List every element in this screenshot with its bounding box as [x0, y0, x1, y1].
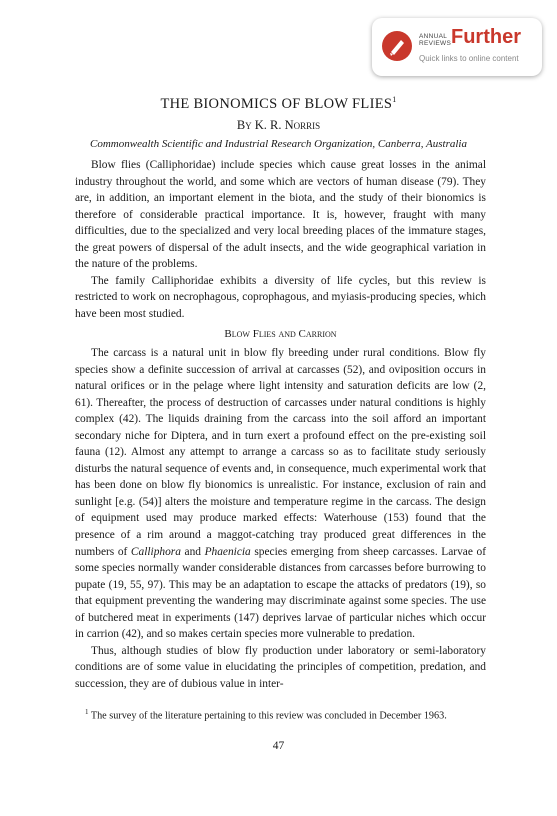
- paragraph-intro: Blow flies (Calliphoridae) include species which cause great losses in the animal industry throughout the world, and some which are vectors of human disease (79). They are, in addition, an important element in the biota, and the study of their bionomics is therefore of considerable practical importance. It is, however, fraught with many difficulties, due to the specialized and very local breeding places of the immature stages, the great powers of dispersal of the adult insects, and the wide geographical variation in the nature of the problems.: [75, 159, 486, 271]
- article-body: [75, 157, 486, 693]
- page-number: 47: [272, 740, 285, 752]
- section-heading: Blow Flies and Carrion: [224, 328, 337, 341]
- badge-brand: Further: [451, 26, 521, 48]
- footnote: $^1$ The survey of the literature pertaining to this review was concluded in December 1963.: [85, 708, 447, 722]
- paragraph-carrion: The carcass is a natural unit in blow fly breeding under rural conditions. Blow fly species show a definite succession of arrival at carcasses (52), and oviposition occurs in natural orifices or in the pelage where light intensity and saturation deficits are low (2, 61). Thereafter, the process of destruction of carcasses under natural conditions is highly complex (42). The liquids draining from the carcass into the soil afford an important secondary niche for Diptera, and in turn exert a profound effect on the pre-existing soil fauna (12). Almost any attempt to arrange a carcass so as to facilitate study seriously disturbs the natural sequence of events and, in consequence, much experimental work that has been done on blow fly bionomics is unrealistic. For instance, exclusion of rain and sunlight [e.g. (54)] alters the moisture and temperature regime in the carcass. The design of equipment used may produce marked effects: Waterhouse (153) found that the presence of a rim around a maggot-catching tray produced great differences in the numbers of Calliphora and Phaenicia species emerging from sheep carcasses. Larvae of some species normally wander considerable distances from carcasses before burrowing to pupate (19, 55, 97). This may be an adaptation to escape the attacks of predators (19), so that equipment preventing the wandering may discriminate against some species. The use of butchered meat in experiments (147) deprives larvae of particular niches which occur in carrion (42), and so makes certain species more vulnerable to predation.: [75, 347, 486, 641]
- paragraph-scope: The family Calliphoridae exhibits a diversity of life cycles, but this review is restricted to work on necrophagous, coprophagous, and myiasis-producing species, which have been most studied.: [75, 274, 486, 320]
- badge-publisher-label: ANNUAL REVIEWS: [419, 33, 452, 47]
- genus-phaenicia: Phaenicia: [204, 545, 251, 558]
- pen-icon: [382, 31, 412, 61]
- article-title: THE BIONOMICS OF BLOW FLIES$^1$: [160, 95, 397, 112]
- author-byline: By K. R. Norris: [236, 118, 321, 132]
- author-affiliation: Commonwealth Scientific and Industrial Research Organization, Canberra, Australia: [90, 138, 467, 150]
- further-logo-icon: [382, 31, 412, 61]
- genus-calliphora: Calliphora: [130, 545, 181, 558]
- badge-tagline: Quick links to online content: [419, 54, 519, 63]
- annual-reviews-further-badge[interactable]: [372, 18, 542, 76]
- paragraph-laboratory: Thus, although studies of blow fly production under laboratory or semi-laboratory conditions are of some value in elucidating the principles of competition, predation, and succession, they are of dubious value in inter-: [75, 644, 486, 690]
- title-footnote-mark: 1: [392, 95, 397, 104]
- footnote-mark: 1: [85, 708, 89, 716]
